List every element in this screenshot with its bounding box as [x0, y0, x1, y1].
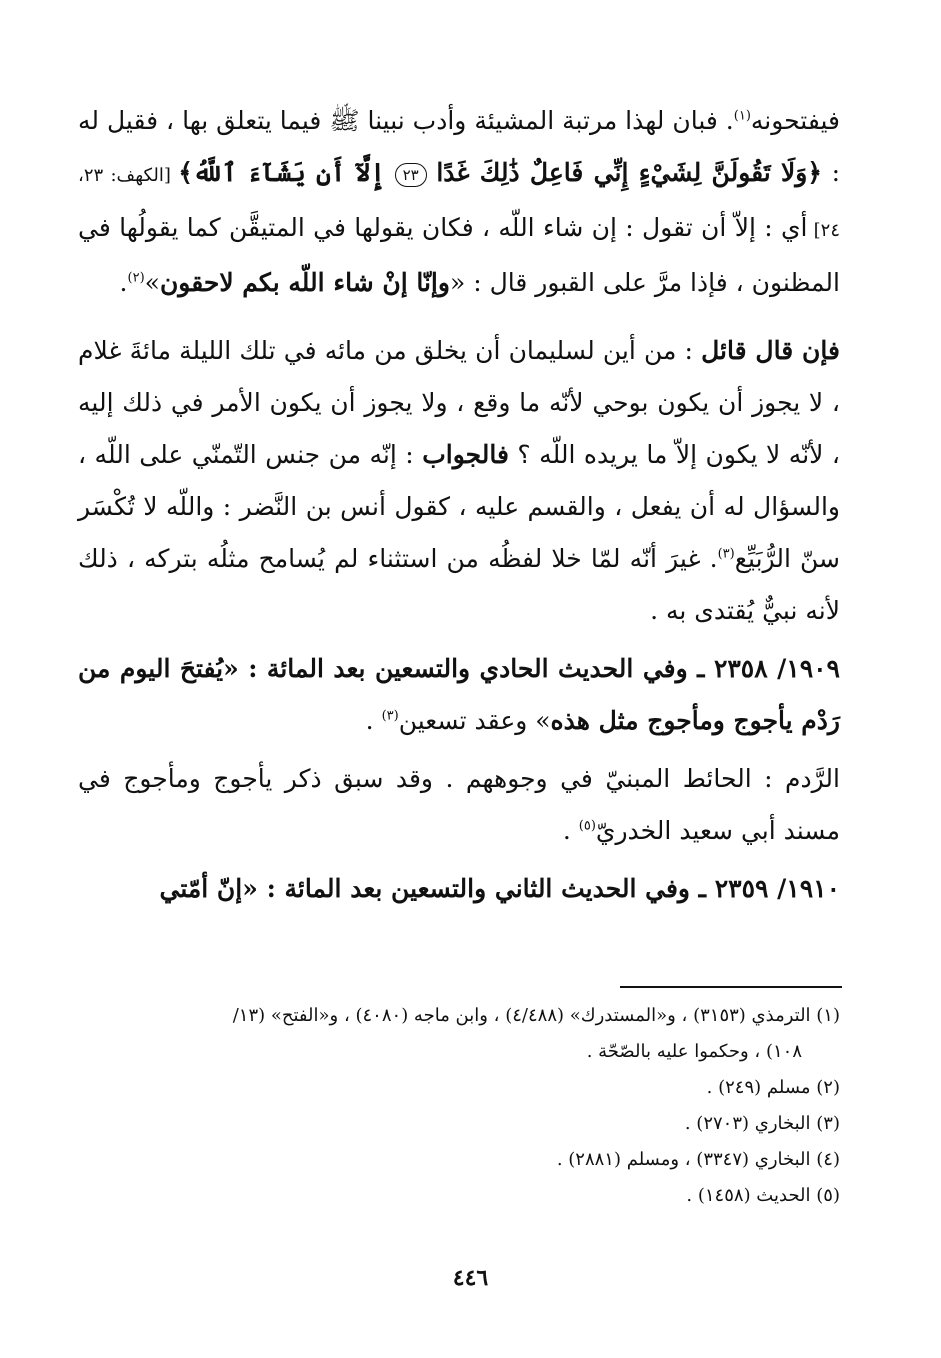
text-segment: . — [365, 706, 382, 735]
hadith-quote: وإنّا إنْ شاء اللّه بكم لاحقون — [159, 268, 450, 297]
quran-verse: إِلَّآ أَن يَشَآءَ ٱللَّهُ﴾ — [178, 158, 386, 187]
quran-verse: ﴿وَلَا تَقُولَنَّ لِشَيْءٍ إِنِّي فَاعِلٌ ذَٰلِكَ غَدًا — [436, 158, 823, 187]
hadith-number: ١٩٠٩/ ٢٣٥٨ — [713, 654, 840, 683]
paragraph-intro — [78, 95, 840, 309]
paragraph-question — [78, 325, 840, 637]
question-lead: فإن قال قائل — [701, 336, 840, 365]
text-segment: فيفتحونه — [750, 106, 840, 135]
text-segment: الرَّدم : الحائط المبنيّ في وجوههم . وقد سبق ذكر يأجوج ومأجوج في مسند أبي سعيد الخدريّ — [78, 764, 840, 845]
hadith-quote: إنّ أمّتي — [159, 874, 243, 903]
footnote-ref-3[interactable]: (٣) — [717, 546, 735, 562]
heading-text: ـ وفي الحديث الثاني والتسعين بعد المائة : « — [242, 874, 715, 903]
footnote-1-continued: ١٠٨) ، وحكموا عليه بالصّحّة . — [586, 1041, 802, 1062]
surah-reference: [الكهف: ٢٣، ٢٤] — [78, 165, 840, 241]
footnote-ref-2[interactable]: (٢) — [127, 270, 145, 286]
text-segment: . — [119, 268, 128, 297]
footnote-ref-4[interactable]: (٣) — [381, 708, 399, 724]
page-number: ٤٤٦ — [452, 1265, 489, 1291]
footnote-4: (٤) البخاري (٣٣٤٧) ، ومسلم (٢٨٨١) . — [556, 1149, 840, 1170]
footnotes — [78, 998, 840, 1214]
text-segment: أي : إلاّ أن تقول : إن شاء اللّه ، فكان يقولها في المتيقَّن كما يقولُها في المظنون ، فإذا مرَّ على القبور قال : « — [78, 213, 840, 297]
hadith-number: ١٩١٠/ ٢٣٥٩ — [714, 874, 840, 903]
hadith-quote: يُفتحَ اليوم من رَدْم يأجوج ومأجوج مثل هذه — [78, 654, 840, 735]
text-segment: . — [562, 816, 579, 845]
text-segment: » وعقد تسعين — [398, 706, 551, 735]
page-body — [78, 95, 840, 915]
footnote-1: (١) الترمذي (٣١٥٣) ، و«المستدرك» (٤/٤٨٨) ، وابن ماجه (٤٠٨٠) ، و«الفتح» (١٣/ — [232, 1005, 840, 1026]
hadith-heading-1909 — [78, 643, 840, 747]
footnote-3: (٣) البخاري (٢٧٠٣) . — [684, 1113, 840, 1134]
paragraph-radm — [78, 753, 840, 857]
text-segment: . فبان لهذا مرتبة المشيئة وأدب نبينا ﷺ فيما يتعلق بها ، فقيل له : — [78, 106, 841, 187]
footnote-ref-1[interactable]: (١) — [733, 108, 751, 124]
heading-text: ـ وفي الحديث الحادي والتسعين بعد المائة : « — [223, 654, 714, 683]
answer-lead: فالجواب — [422, 440, 509, 469]
text-segment: : إنّه من جنس التّمنّي على اللّه ، والسؤال له أن يفعل ، والقسم عليه ، كقول أنس بن النَّضر : واللّه لا تُكْسَر سنّ الرُّبَيِّع — [78, 440, 841, 573]
text-segment: : من أين لسليمان أن يخلق من مائه في تلك الليلة مائةَ غلام ، لا يجوز أن يكون بوحي لأنّه ما وقع ، ولا يجوز أن يكون الأمر في ذلك إليه ، لأنّه لا يكون إلاّ ما يريده اللّه ؟ — [78, 336, 840, 469]
hadith-heading-1910 — [78, 863, 840, 915]
footnote-2: (٢) مسلم (٢٤٩) . — [706, 1077, 840, 1098]
ayah-number-marker: ٢٣ — [395, 163, 427, 187]
footnote-ref-5[interactable]: (٥) — [578, 818, 596, 834]
text-segment: » — [144, 268, 160, 297]
footnote-separator — [620, 986, 842, 988]
text-segment: . غيرَ أنّه لمّا خلا لفظُه من استثناء لم يُسامح مثلُه بتركه ، ذلك لأنه نبيٌّ يُقتدى به . — [78, 544, 840, 625]
footnote-5: (٥) الحديث (١٤٥٨) . — [686, 1185, 840, 1206]
